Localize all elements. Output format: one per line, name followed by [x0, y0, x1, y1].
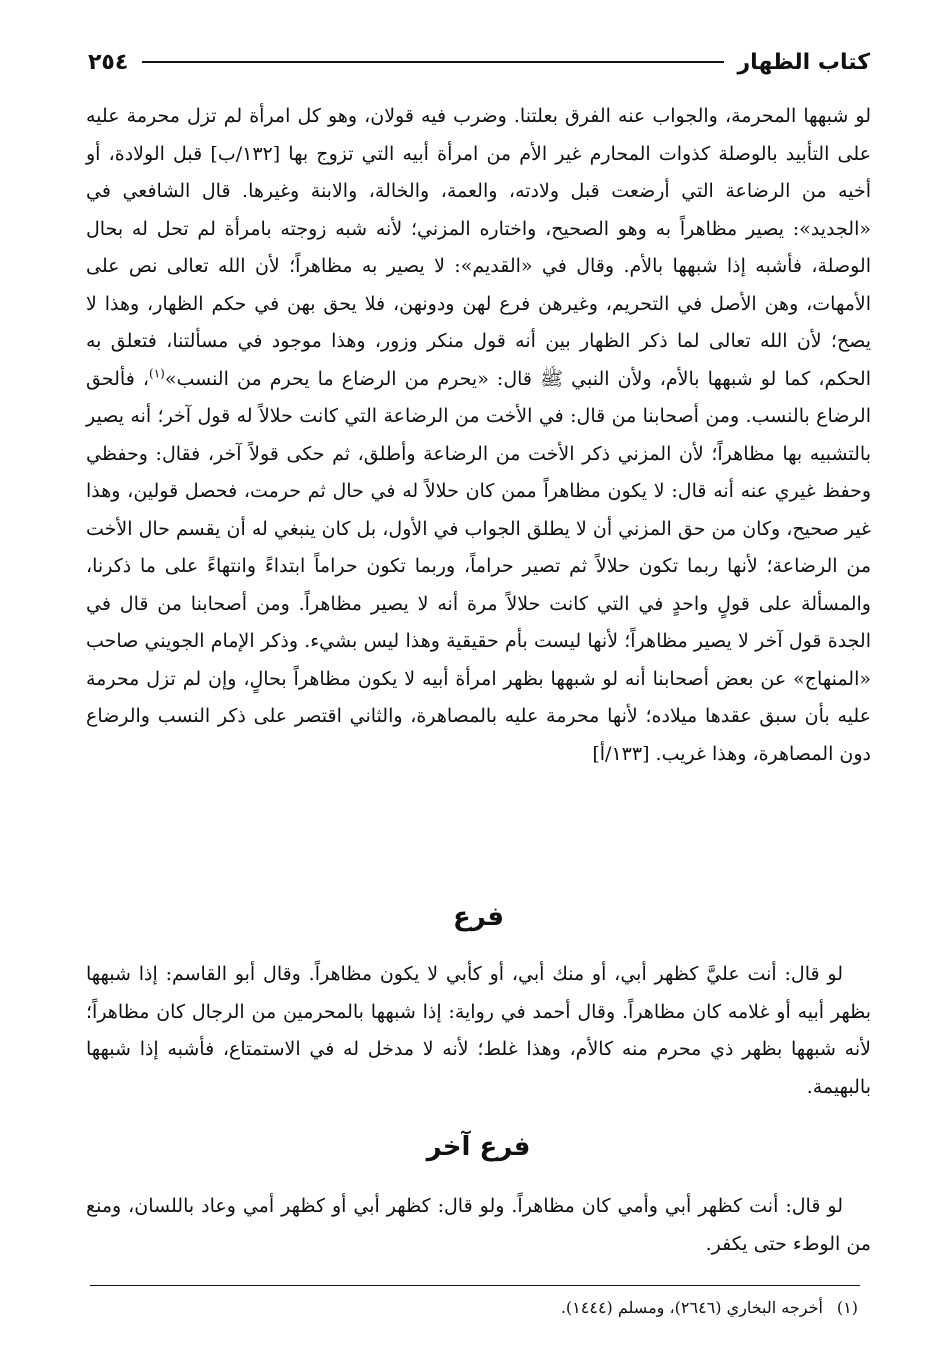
page-header: [88, 40, 870, 84]
footnote: [78, 1296, 858, 1320]
book-title: كتاب الظهار: [737, 49, 870, 75]
section-paragraph-another-branch: [86, 1188, 871, 1263]
section-heading-branch: فرع: [453, 902, 504, 932]
footnote-ref[interactable]: (١): [149, 366, 165, 381]
footnote-number: (١): [836, 1298, 858, 1317]
footnote-text: أخرجه البخاري (٢٦٤٦)، ومسلم (١٤٤٤).: [560, 1298, 823, 1317]
main-text: لو شبهها المحرمة، والجواب عنه الفرق بعلتنا. وضرب فيه قولان، وهو كل امرأة لم تزل محرمة عليه على التأبيد بالوصلة كذوات المحارم غير الأم من امرأة أبيه التي تزوج بها [١٣٢/ب] قبل الولادة، أو أخيه من الرضاعة التي أرضعت قبل ولادته، والعمة، والخالة، والابنة وغيرها. قال الشافعي في «الجديد»: يصير مظاهراً به وهو الصحيح، واختاره المزني؛ لأنه شبه زوجته بامرأة لم تحل له بحال الوصلة، فأشبه إذا شبهها بالأم. وقال في «القديم»: لا يصير به مظاهراً؛ لأن الله تعالى نص على الأمهات، وهن الأصل في التحريم، وغيرهن فرع لهن ودونهن، فلا يحق بهن في حكم الظهار، وهذا لا يصح؛ لأن الله تعالى لما ذكر الظهار بين أنه قول منكر وزور، وهذا موجود في مسألتنا، فتعلق به الحكم، كما لو شبهها بالأم، ولأن النبي ﷺ قال: «يحرم من الرضاع ما يحرم من النسب»: [86, 105, 871, 390]
section-text-another-branch: لو قال: أنت كظهر أبي وأمي كان مظاهراً. ولو قال: كظهر أبي أو كظهر أمي وعاد باللسان، ومنع من الوطء حتى يكفر.: [86, 1195, 871, 1255]
page-number: ٢٥٤: [88, 49, 129, 75]
main-text-continued: ، فألحق الرضاع بالنسب. ومن أصحابنا من قال: في الأخت من الرضاعة التي كانت حلالاً له قول آخر؛ أنه يصير بالتشبيه بها مظاهراً؛ لأن المزني ذكر الأخت من الرضاعة وأطلق، ثم حكى قولاً آخر، فقال: وحفظي وحفظ غيري عنه أنه قال: لا يكون مظاهراً ممن كان حلالاً له في حال ثم حرمت، فحصل قولين، وهذا غير صحيح، وكان من حق المزني أن لا يطلق الجواب في الأول، بل كان ينبغي له أن يقسم حال الأخت من الرضاعة؛ لأنها ربما تكون حلالاً ثم تصير حراماً، وربما تكون حراماً ابتداءً وانتهاءً على ما ذكرنا، والمسألة على قولٍ واحدٍ في التي كانت حلالاً مرة أنه لا يصير مظاهراً. ومن أصحابنا من قال في الجدة قول آخر لا يصير مظاهراً؛ لأنها ليست بأم حقيقية وهذا ليس بشيء. وذكر الإمام الجويني صاحب «المنهاج» عن بعض أصحابنا أنه لو شبهها بظهر امرأة أبيه لا يكون مظاهراً بحالٍ، وإن لم تزل محرمة عليه بأن سبق عقدها ميلاده؛ لأنها محرمة عليه بالمصاهرة، والثاني اقتصر على ذكر النسب والرضاع دون المصاهرة، وهذا غريب. [١٣٣/أ]: [86, 367, 871, 765]
footnote-rule: [90, 1285, 860, 1286]
section-text-branch: لو قال: أنت عليَّ كظهر أبي، أو منك أبي، أو كأبي لا يكون مظاهراً. وقال أبو القاسم: إذا شبهها بظهر أبيه أو غلامه كان مظاهراً. وقال أحمد في رواية: إذا شبهها بالمحرمين من الرجال كان مظاهراً؛ لأنه شبهها بظهر ذي محرم منه كالأم، وهذا غلط؛ لأنه لا مدخل له في الاستمتاع، فأشبه إذا شبهها بالبهيمة.: [86, 963, 871, 1098]
main-paragraph: [86, 98, 871, 773]
header-rule: [142, 61, 723, 63]
section-paragraph-branch: [86, 956, 871, 1106]
section-heading-another-branch: فرع آخر: [426, 1132, 531, 1162]
